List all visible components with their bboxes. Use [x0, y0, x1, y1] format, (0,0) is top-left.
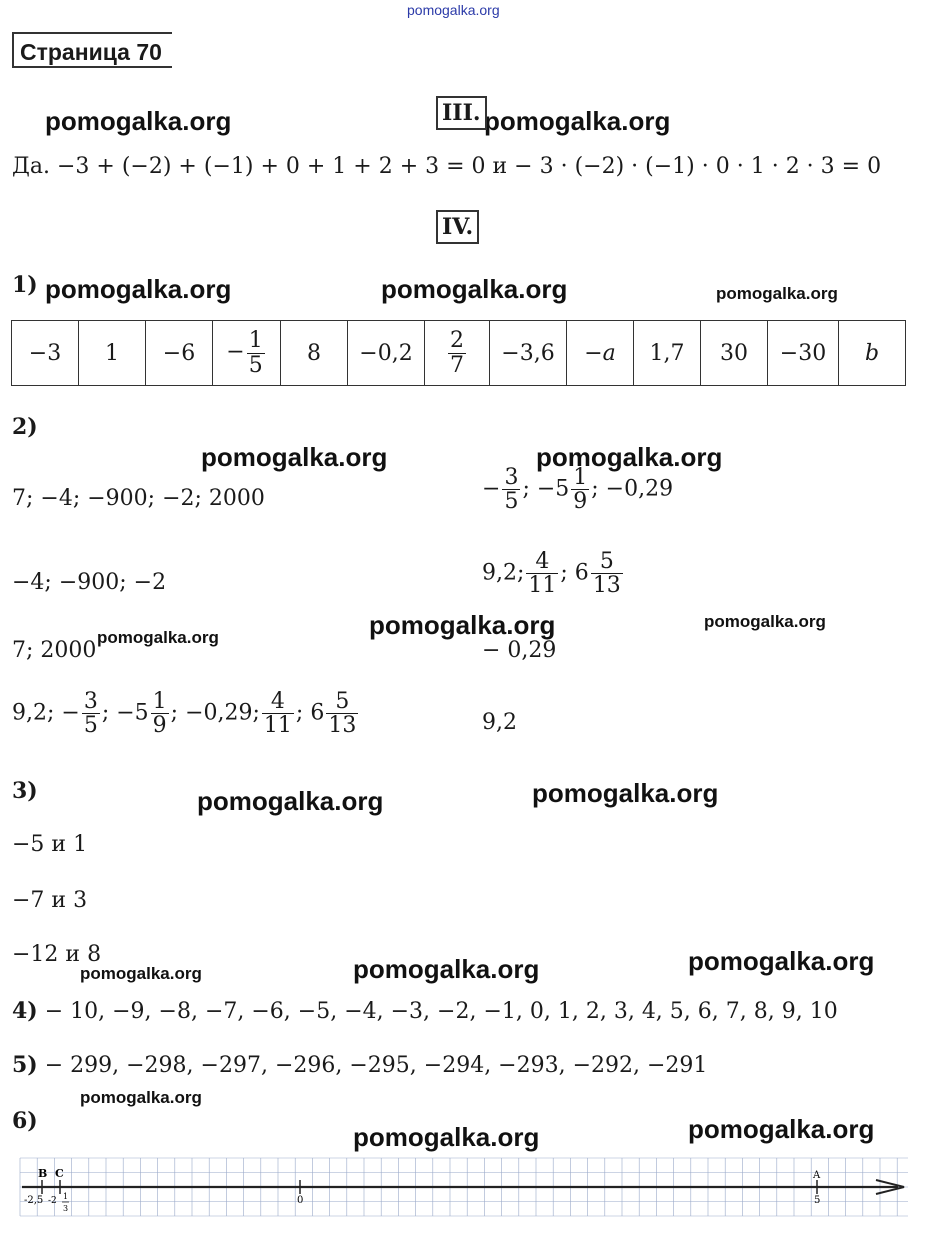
text: −: [482, 476, 501, 502]
point-label-a: A: [813, 1170, 821, 1181]
text: − 10, −9, −8, −7, −6, −5, −4, −3, −2, −1, 0, 1, 2, 3, 4, 5, 6, 7, 8, 9, 10: [44, 999, 838, 1024]
watermark: pomogalka.org: [716, 284, 838, 303]
answer-line: − 0,29: [482, 638, 557, 663]
item-label: 6): [12, 1108, 38, 1134]
tick-label-b: -2,5: [24, 1195, 44, 1206]
item-label: 2): [12, 414, 38, 440]
text: 9,2; −: [12, 700, 80, 726]
text: ; −5: [522, 476, 570, 502]
text: ; −0,29: [591, 476, 674, 502]
text: ; −5: [101, 700, 149, 726]
denominator: 13: [328, 713, 357, 739]
text: 9,2;: [482, 560, 525, 586]
denominator: 7: [450, 352, 464, 378]
watermark: pomogalka.org: [536, 442, 723, 472]
watermark: pomogalka.org: [45, 274, 232, 304]
watermark: pomogalka.org: [197, 786, 384, 816]
watermark: pomogalka.org: [80, 1088, 202, 1107]
fraction: [502, 466, 520, 513]
watermark: pomogalka.org: [484, 106, 671, 136]
table-cell: b: [839, 321, 906, 386]
answer-line: 7; −4; −900; −2; 2000: [12, 486, 265, 511]
table-cell: −30: [768, 321, 839, 386]
item-label: 1): [12, 272, 38, 298]
table-cell: −6: [146, 321, 213, 386]
table-cell: −0,2: [348, 321, 425, 386]
table-cell: −3,6: [490, 321, 567, 386]
watermark: pomogalka.org: [381, 274, 568, 304]
watermark: pomogalka.org: [704, 612, 826, 631]
numerator: 4: [526, 550, 558, 574]
answer-line: [12, 998, 838, 1024]
watermark: pomogalka.org: [532, 778, 719, 808]
denominator: 9: [573, 489, 588, 515]
denominator: 5: [504, 489, 519, 515]
watermark: pomogalka.org: [201, 442, 388, 472]
numerator: 2: [450, 328, 464, 354]
fraction: [448, 329, 466, 376]
table-cell: −3: [12, 321, 79, 386]
numerator: 1: [152, 689, 167, 714]
denominator: 11: [528, 573, 557, 599]
tick-label-c-whole: -2: [48, 1196, 57, 1206]
numerator: 1: [248, 328, 263, 354]
item-label: 5): [12, 1052, 38, 1078]
numbers-table: [11, 320, 906, 386]
fraction: [591, 550, 623, 597]
fraction: [82, 690, 100, 737]
numerator: 1: [573, 465, 588, 490]
table-cell: 8: [281, 321, 348, 386]
point-label-c: C: [55, 1167, 64, 1180]
text: ; −0,29;: [170, 700, 260, 726]
answer-line: [12, 690, 360, 737]
watermark: pomogalka.org: [688, 946, 875, 976]
item-label: 4): [12, 998, 38, 1024]
watermark: pomogalka.org: [80, 964, 202, 983]
answer-line: 7; 2000: [12, 638, 97, 663]
tick-label-c-den: 3: [63, 1204, 69, 1213]
fraction: [247, 329, 265, 376]
fraction: [326, 690, 358, 737]
answer-line: [12, 1052, 707, 1078]
answer-line: 9,2: [482, 710, 517, 735]
fraction: [571, 466, 589, 513]
table-cell: [425, 321, 490, 386]
watermark: pomogalka.org: [688, 1114, 875, 1144]
numerator: 3: [504, 465, 519, 490]
watermark: pomogalka.org: [45, 106, 232, 136]
text: ; 6: [560, 560, 589, 586]
site-watermark-top[interactable]: pomogalka.org: [407, 2, 500, 18]
sign: −: [226, 340, 245, 365]
watermark: pomogalka.org: [369, 610, 556, 640]
table-cell: −a: [567, 321, 634, 386]
fraction: [151, 690, 169, 737]
denominator: 13: [592, 573, 621, 599]
denominator: 11: [263, 713, 292, 739]
tick-label-five: 5: [814, 1195, 821, 1206]
table-cell: [213, 321, 281, 386]
text: ; 6: [295, 700, 325, 726]
numerator: 4: [262, 690, 294, 714]
answer-line: [482, 550, 625, 597]
answer-line: −5 и 1: [12, 832, 88, 857]
answer-line: −7 и 3: [12, 888, 88, 913]
page-title: Страница 70: [12, 32, 172, 68]
text: − 299, −298, −297, −296, −295, −294, −293, −292, −291: [44, 1053, 708, 1078]
tick-label-c-num: 1: [63, 1192, 69, 1201]
denominator: 5: [83, 713, 98, 739]
fraction: [526, 550, 558, 597]
numerator: 5: [591, 550, 623, 574]
section-heading-iii: III.: [436, 96, 487, 130]
watermark: pomogalka.org: [353, 954, 540, 984]
table-cell: 30: [701, 321, 768, 386]
fraction: [262, 690, 294, 737]
answer-line: [482, 466, 673, 513]
answer-line: −12 и 8: [12, 942, 102, 967]
denominator: 9: [152, 713, 167, 739]
watermark: pomogalka.org: [353, 1122, 540, 1152]
tick-label-zero: 0: [297, 1195, 304, 1206]
section-heading-iv: IV.: [436, 210, 479, 244]
numerator: 3: [83, 689, 98, 714]
watermark: pomogalka.org: [97, 628, 219, 647]
section-iii-text: Да. −3 + (−2) + (−1) + 0 + 1 + 2 + 3 = 0 и − 3 · (−2) · (−1) · 0 · 1 · 2 · 3 = 0: [12, 154, 882, 179]
answer-line: −4; −900; −2: [12, 570, 167, 595]
number-line: [18, 1156, 910, 1218]
denominator: 5: [248, 352, 263, 378]
point-label-b: B: [38, 1167, 48, 1180]
table-cell: 1,7: [634, 321, 701, 386]
item-label: 3): [12, 778, 38, 804]
numerator: 5: [326, 690, 358, 714]
table-cell: 1: [79, 321, 146, 386]
